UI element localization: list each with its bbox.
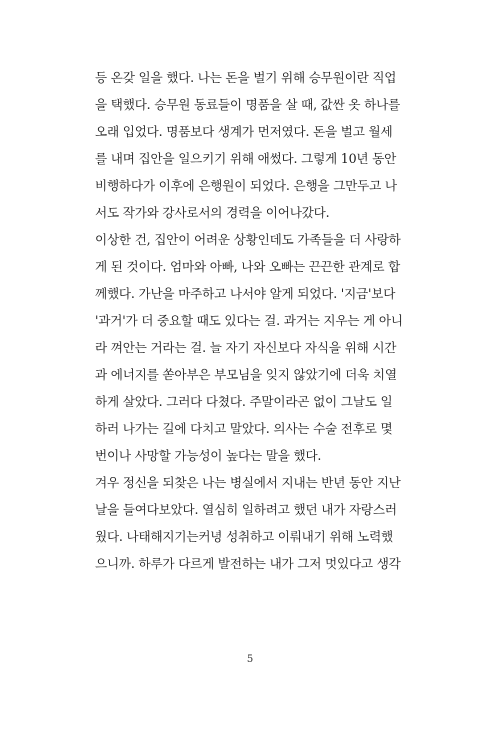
paragraph-1 xyxy=(95,64,440,226)
text-line: 하러 나가는 길에 다치고 말았다. 의사는 수술 전후로 몇 xyxy=(95,421,393,436)
text-line: 비행하다가 이후에 은행원이 되었다. 은행을 그만두고 나 xyxy=(95,178,397,193)
paragraph-2 xyxy=(95,226,440,469)
text-line: 웠다. 나태해지기는커녕 성취하고 이뤄내기 위해 노력했 xyxy=(95,529,394,544)
text-line: 서도 작가와 강사로서의 경력을 이어나갔다. xyxy=(95,205,330,220)
text-line: 과 에너지를 쏟아부은 부모님을 잊지 않았기에 더욱 치열 xyxy=(95,367,397,382)
text-line: 날을 들여다보았다. 열심히 일하려고 했던 내가 자랑스러 xyxy=(95,502,397,517)
text-line: 라 껴안는 거라는 걸. 늘 자기 자신보다 자식을 위해 시간 xyxy=(95,340,397,355)
text-line: 하게 살았다. 그러다 다쳤다. 주말이라곤 없이 그날도 일 xyxy=(95,394,393,409)
text-line: 이상한 건, 집안이 어려운 상황인데도 가족들을 더 사랑하 xyxy=(95,232,401,247)
text-line: '과거'가 더 중요할 때도 있다는 걸. 과거는 지우는 게 아니 xyxy=(95,313,403,328)
body-text xyxy=(95,64,440,577)
text-line: 번이나 사망할 가능성이 높다는 말을 했다. xyxy=(95,448,322,463)
text-line: 을 택했다. 승무원 동료들이 명품을 살 때, 값싼 옷 하나를 xyxy=(95,97,401,112)
text-line: 를 내며 집안을 일으키기 위해 애썼다. 그렇게 10년 동안 xyxy=(95,151,397,166)
page-number: 5 xyxy=(246,654,254,665)
text-line: 으니까. 하루가 다르게 발전하는 내가 그저 멋있다고 생각 xyxy=(95,556,401,571)
text-line: 겨우 정신을 되찾은 나는 병실에서 지내는 반년 동안 지난 xyxy=(95,475,401,490)
text-line: 등 온갖 일을 했다. 나는 돈을 벌기 위해 승무원이란 직업 xyxy=(95,70,397,85)
text-line: 오래 입었다. 명품보다 생계가 먼저였다. 돈을 벌고 월세 xyxy=(95,124,393,139)
text-line: 께했다. 가난을 마주하고 나서야 알게 되었다. '지금'보다 xyxy=(95,286,396,301)
text-line: 게 된 것이다. 엄마와 아빠, 나와 오빠는 끈끈한 관계로 합 xyxy=(95,259,401,274)
paragraph-3 xyxy=(95,469,440,577)
